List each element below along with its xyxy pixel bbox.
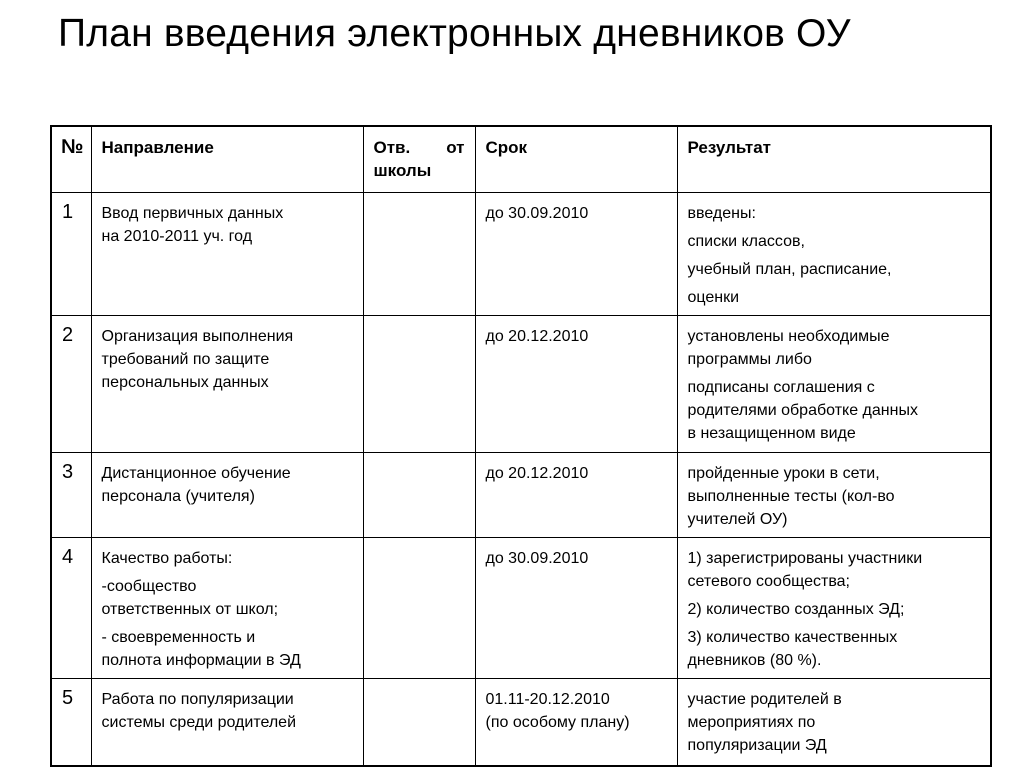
direction-cell: Ввод первичных данных на 2010-2011 уч. год [91, 193, 363, 316]
direction-cell: Качество работы: -сообщество ответственных от школ; - своевременность и полнота информации в ЭД [91, 538, 363, 679]
responsible-cell [363, 538, 475, 679]
responsible-cell [363, 316, 475, 453]
table-row [51, 193, 991, 316]
deadline-cell: 01.11-20.12.2010 (по особому плану) [475, 679, 677, 767]
header-result: Результат [677, 126, 991, 193]
result-cell: участие родителей в мероприятиях по популяризации ЭД [677, 679, 991, 767]
row-num-cell: 4 [51, 538, 91, 679]
row-num-cell: 1 [51, 193, 91, 316]
page-title: План введения электронных дневников ОУ [58, 12, 851, 55]
direction-cell: Организация выполнения требований по защите персональных данных [91, 316, 363, 453]
direction-cell: Дистанционное обучение персонала (учителя) [91, 453, 363, 538]
result-cell: пройденные уроки в сети, выполненные тесты (кол-во учителей ОУ) [677, 453, 991, 538]
table-row [51, 538, 991, 679]
deadline-cell: до 30.09.2010 [475, 538, 677, 679]
plan-table [50, 125, 992, 767]
deadline-cell: до 30.09.2010 [475, 193, 677, 316]
result-cell: введены: списки классов, учебный план, расписание, оценки [677, 193, 991, 316]
row-num-cell: 5 [51, 679, 91, 767]
header-responsible: Отв. от школы [363, 126, 475, 193]
header-direction: Направление [91, 126, 363, 193]
table-header-row [51, 126, 991, 193]
header-num: № [51, 126, 91, 193]
table-row [51, 453, 991, 538]
table-row [51, 679, 991, 767]
responsible-cell [363, 679, 475, 767]
direction-cell: Работа по популяризации системы среди родителей [91, 679, 363, 767]
result-cell: установлены необходимые программы либо подписаны соглашения с родителями обработке данных в незащищенном виде [677, 316, 991, 453]
responsible-cell [363, 453, 475, 538]
responsible-cell [363, 193, 475, 316]
deadline-cell: до 20.12.2010 [475, 453, 677, 538]
header-deadline: Срок [475, 126, 677, 193]
table-row [51, 316, 991, 453]
row-num-cell: 3 [51, 453, 91, 538]
row-num-cell: 2 [51, 316, 91, 453]
deadline-cell: до 20.12.2010 [475, 316, 677, 453]
result-cell: 1) зарегистрированы участники сетевого сообщества; 2) количество созданных ЭД; 3) количество качественных дневников (80 %). [677, 538, 991, 679]
